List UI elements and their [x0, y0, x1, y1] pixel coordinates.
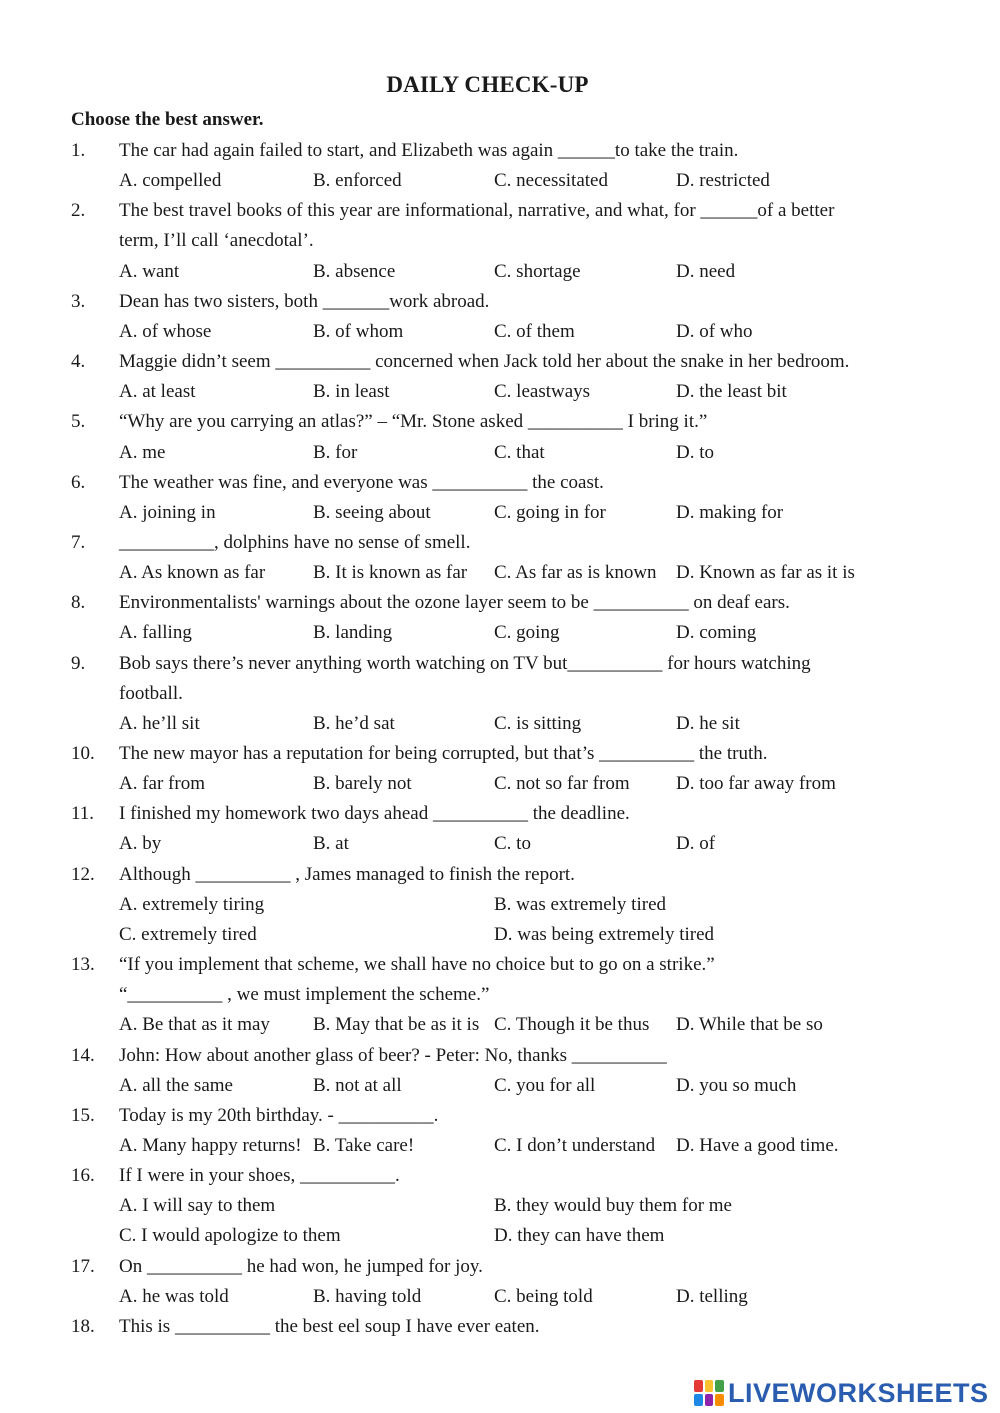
- question-number: 4.: [71, 351, 86, 372]
- answer-option: C. Though it be thus: [494, 1014, 650, 1036]
- answer-option: A. I will say to them: [119, 1195, 276, 1217]
- liveworksheets-logo: [694, 1374, 989, 1412]
- answer-option: A. As known as far: [119, 562, 266, 584]
- answer-option: A. he’ll sit: [119, 712, 200, 734]
- answer-option: C. of them: [494, 320, 575, 342]
- question-text: I finished my homework two days ahead __________ the deadline.: [119, 803, 630, 825]
- question-number: 17.: [71, 1255, 95, 1277]
- question-text: “If you implement that scheme, we shall have no choice but to go on a strike.”: [119, 954, 715, 975]
- answer-option: C. not so far from: [494, 773, 630, 795]
- answer-option: A. Be that as it may: [119, 1014, 270, 1036]
- answer-option: C. being told: [494, 1285, 593, 1307]
- question-text: Environmentalists' warnings about the ozone layer seem to be __________ on deaf ears.: [119, 592, 790, 614]
- question-number: 15.: [71, 1104, 95, 1126]
- answer-option: D. Known as far as it is: [676, 562, 855, 584]
- question-number: 1.: [71, 140, 86, 161]
- answer-option: A. extremely tiring: [119, 893, 265, 915]
- question-number: 16.: [71, 1165, 95, 1187]
- logo-square: [705, 1380, 714, 1392]
- answer-option: B. not at all: [313, 1074, 402, 1096]
- logo-text: LIVEWORKSHEETS: [728, 1377, 989, 1408]
- answer-option: C. necessitated: [494, 170, 608, 192]
- question-text: On __________ he had won, he jumped for joy.: [119, 1255, 483, 1277]
- answer-option: B. It is known as far: [313, 562, 468, 584]
- answer-option: C. I would apologize to them: [119, 1225, 341, 1247]
- question-number: 13.: [71, 954, 95, 975]
- answer-option: B. Take care!: [313, 1134, 415, 1156]
- answer-option: C. I don’t understand: [494, 1134, 656, 1156]
- question-number: 12.: [71, 863, 95, 885]
- answer-option: C. you for all: [494, 1074, 596, 1096]
- answer-option: C. shortage: [494, 260, 581, 282]
- answer-option: B. seeing about: [313, 501, 431, 523]
- answer-option: D. they can have them: [494, 1225, 665, 1247]
- answer-option: D. While that be so: [676, 1014, 823, 1036]
- question-text: Dean has two sisters, both _______work abroad.: [119, 290, 490, 312]
- answer-option: C. extremely tired: [119, 923, 257, 945]
- answer-option: D. need: [676, 260, 736, 282]
- answer-option: A. me: [119, 441, 166, 463]
- question-text: football.: [119, 682, 183, 704]
- answer-option: D. the least bit: [676, 381, 787, 403]
- answer-option: B. landing: [313, 622, 393, 644]
- answer-option: B. barely not: [313, 773, 412, 795]
- answer-option: B. having told: [313, 1285, 422, 1307]
- question-number: 3.: [71, 290, 86, 312]
- logo-square: [694, 1394, 703, 1406]
- answer-option: B. they would buy them for me: [494, 1195, 732, 1217]
- answer-option: B. at: [313, 833, 349, 855]
- logo-square: [705, 1394, 714, 1406]
- question-text: The weather was fine, and everyone was __________ the coast.: [119, 471, 604, 493]
- question-text: John: How about another glass of beer? - Peter: No, thanks __________: [119, 1044, 667, 1066]
- question-number: 10.: [71, 743, 95, 764]
- answer-option: D. he sit: [676, 712, 740, 734]
- question-number: 7.: [71, 532, 86, 553]
- answer-option: C. going: [494, 622, 560, 644]
- question-text: The best travel books of this year are informational, narrative, and what, for ______of a better: [119, 200, 835, 222]
- page-title: DAILY CHECK-UP: [386, 72, 589, 97]
- answer-option: A. want: [119, 260, 180, 282]
- answer-option: D. too far away from: [676, 773, 836, 795]
- answer-option: C. leastways: [494, 381, 591, 403]
- answer-option: B. for: [313, 441, 358, 463]
- answer-option: C. As far as is known: [494, 562, 657, 584]
- answer-option: B. of whom: [313, 320, 404, 342]
- answer-option: A. all the same: [119, 1074, 233, 1096]
- answer-option: D. to: [676, 441, 714, 463]
- answer-option: D. Have a good time.: [676, 1134, 839, 1156]
- answer-option: B. May that be as it is: [313, 1014, 480, 1036]
- answer-option: C. that: [494, 441, 545, 463]
- answer-option: B. was extremely tired: [494, 893, 667, 915]
- answer-option: D. telling: [676, 1285, 748, 1307]
- answer-option: D. coming: [676, 622, 757, 644]
- answer-option: B. in least: [313, 381, 390, 403]
- question-number: 6.: [71, 471, 86, 493]
- question-number: 5.: [71, 411, 86, 433]
- question-text: The car had again failed to start, and Elizabeth was again ______to take the train.: [119, 140, 739, 161]
- answer-option: C. is sitting: [494, 712, 582, 734]
- answer-option: A. falling: [119, 622, 192, 644]
- answer-option: A. far from: [119, 773, 205, 795]
- answer-option: B. he’d sat: [313, 712, 395, 734]
- answer-option: C. to: [494, 833, 531, 855]
- answer-option: D. was being extremely tired: [494, 923, 715, 945]
- question-text: Although __________ , James managed to finish the report.: [119, 863, 575, 885]
- question-number: 14.: [71, 1044, 95, 1066]
- answer-option: D. of: [676, 833, 716, 855]
- answer-option: A. joining in: [119, 501, 216, 523]
- question-text: “Why are you carrying an atlas?” – “Mr. Stone asked __________ I bring it.”: [119, 411, 708, 433]
- question-text: Maggie didn’t seem __________ concerned when Jack told her about the snake in her bedroom.: [119, 351, 850, 372]
- question-number: 11.: [71, 803, 95, 825]
- answer-option: A. compelled: [119, 170, 222, 192]
- answer-option: B. absence: [313, 260, 396, 282]
- logo-square: [694, 1380, 703, 1392]
- instruction: Choose the best answer.: [71, 109, 264, 130]
- question-number: 8.: [71, 592, 86, 614]
- answer-option: D. restricted: [676, 170, 770, 192]
- answer-option: A. at least: [119, 381, 196, 403]
- answer-option: D. making for: [676, 501, 784, 523]
- answer-option: A. by: [119, 833, 162, 855]
- answer-option: C. going in for: [494, 501, 606, 523]
- question-text: __________, dolphins have no sense of smell.: [119, 532, 471, 553]
- answer-option: A. Many happy returns!: [119, 1134, 302, 1156]
- logo-square: [715, 1380, 724, 1392]
- question-text: “__________ , we must implement the scheme.”: [119, 984, 490, 1006]
- liveworksheets-logo-icon: [694, 1380, 724, 1406]
- question-text: term, I’ll call ‘anecdotal’.: [119, 230, 314, 252]
- question-text: This is __________ the best eel soup I have ever eaten.: [119, 1315, 540, 1337]
- question-number: 2.: [71, 200, 86, 222]
- question-text: The new mayor has a reputation for being corrupted, but that’s __________ the truth.: [119, 743, 768, 764]
- question-text: Today is my 20th birthday. - __________.: [119, 1104, 439, 1126]
- question-number: 18.: [71, 1315, 95, 1337]
- answer-option: B. enforced: [313, 170, 402, 192]
- answer-option: D. you so much: [676, 1074, 797, 1096]
- answer-option: A. of whose: [119, 320, 212, 342]
- question-number: 9.: [71, 652, 86, 674]
- answer-option: D. of who: [676, 320, 753, 342]
- logo-square: [715, 1394, 724, 1406]
- question-text: If I were in your shoes, __________.: [119, 1165, 400, 1187]
- question-text: Bob says there’s never anything worth watching on TV but__________ for hours watching: [119, 652, 811, 674]
- answer-option: A. he was told: [119, 1285, 229, 1307]
